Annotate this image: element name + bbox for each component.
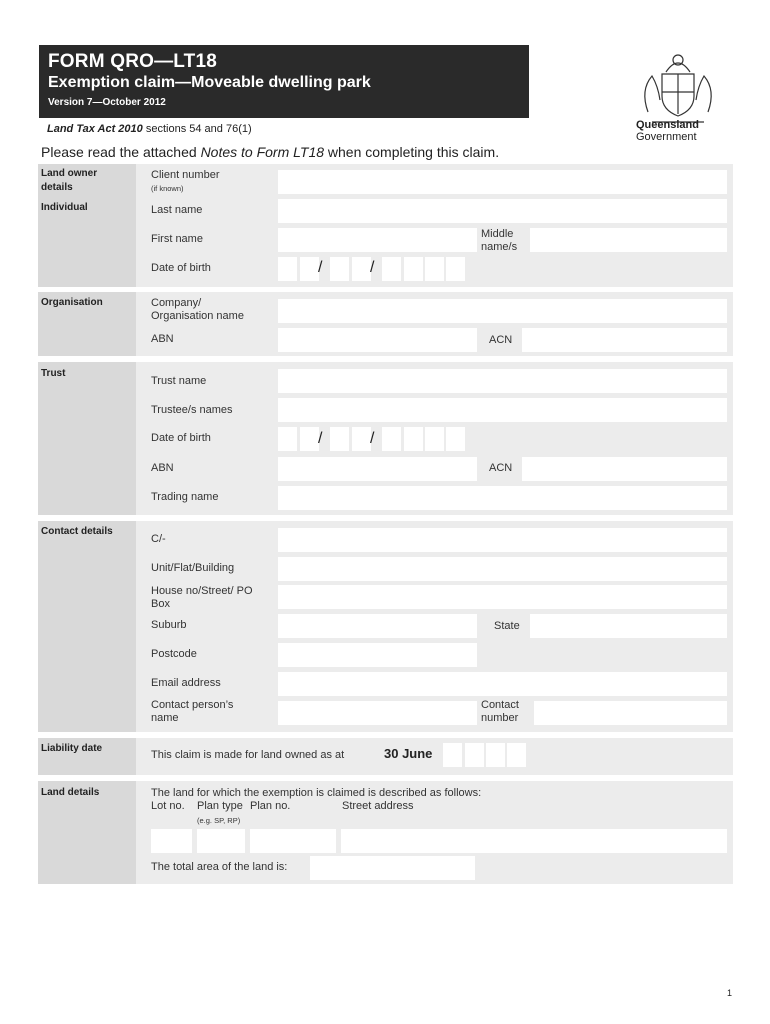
trust-name-label: Trust name	[151, 375, 207, 387]
dob-day2[interactable]	[300, 257, 319, 281]
email-label: Email address	[151, 677, 221, 689]
lot-no-label: Lot no.	[151, 800, 185, 812]
abn-label: ABN	[151, 333, 174, 345]
liability-year3[interactable]	[486, 743, 505, 767]
contact-heading: Contact details	[41, 526, 113, 537]
unit-input[interactable]	[278, 557, 727, 581]
state-label: State	[494, 620, 520, 632]
plan-type-example: (e.g. SP, RP)	[197, 816, 241, 825]
middle-names-label: Middle name/s	[481, 228, 518, 253]
street-input[interactable]	[278, 585, 727, 609]
trust-dob-month2[interactable]	[352, 427, 371, 451]
dob-year4[interactable]	[446, 257, 465, 281]
care-of-label: C/-	[151, 533, 166, 545]
acn-label: ACN	[489, 334, 513, 346]
dob-slash: /	[318, 259, 323, 276]
street-label: House no/Street/ PO Box	[151, 585, 253, 610]
organisation-label-cell	[38, 292, 136, 356]
dob-year1[interactable]	[382, 257, 401, 281]
plan-type-label: Plan type	[197, 800, 243, 812]
acn-input[interactable]	[522, 328, 727, 352]
first-name-label: First name	[151, 233, 203, 245]
trust-dob-label: Date of birth	[151, 432, 211, 444]
client-number-label: Client number	[151, 169, 220, 181]
last-name-input[interactable]	[278, 199, 727, 223]
dob-day1[interactable]	[278, 257, 297, 281]
land-label-cell	[38, 781, 136, 884]
trust-dob-slash: /	[318, 430, 323, 447]
care-of-input[interactable]	[278, 528, 727, 552]
trust-dob-year1[interactable]	[382, 427, 401, 451]
liability-year4[interactable]	[507, 743, 526, 767]
dob-month2[interactable]	[352, 257, 371, 281]
trust-dob-day2[interactable]	[300, 427, 319, 451]
liability-heading: Liability date	[41, 743, 103, 754]
trustee-names-input[interactable]	[278, 398, 727, 422]
liability-label-cell	[38, 738, 136, 775]
page-number: 1	[727, 988, 733, 998]
contact-person-label: Contact person’s name	[151, 699, 234, 724]
trust-label-cell	[38, 362, 136, 515]
act-sections: sections 54 and 76(1)	[145, 123, 252, 135]
individual-label-cell	[38, 164, 136, 287]
client-number-input[interactable]	[278, 170, 727, 194]
dob-label: Date of birth	[151, 262, 211, 274]
contact-number-label: Contact number	[481, 699, 519, 724]
plan-no-label: Plan no.	[250, 800, 291, 812]
form-title: Exemption claim—Moveable dwelling park	[48, 74, 371, 91]
form-id: FORM QRO—LT18	[48, 51, 218, 72]
land-description: The land for which the exemption is claimed is described as follows:	[151, 787, 482, 799]
liability-year2[interactable]	[465, 743, 484, 767]
plan-no-input[interactable]	[250, 829, 336, 853]
land-heading: Land details	[41, 787, 100, 798]
liability-day-month: 30 June	[384, 746, 433, 761]
street-address-input[interactable]	[341, 829, 727, 853]
form-title-box	[39, 45, 529, 118]
dob-month1[interactable]	[330, 257, 349, 281]
state-input[interactable]	[530, 614, 727, 638]
first-name-input[interactable]	[278, 228, 477, 252]
suburb-label: Suburb	[151, 619, 187, 631]
organisation-heading: Organisation	[41, 297, 103, 308]
liability-year1[interactable]	[443, 743, 462, 767]
dob-year2[interactable]	[404, 257, 423, 281]
dob-year3[interactable]	[425, 257, 444, 281]
dob-slash: /	[370, 259, 375, 276]
contact-number-input[interactable]	[534, 701, 727, 725]
trust-abn-input[interactable]	[278, 457, 477, 481]
middle-names-input[interactable]	[530, 228, 727, 252]
plan-type-input[interactable]	[197, 829, 245, 853]
government-logo-text: Queensland Government	[636, 119, 699, 143]
if-known-label: (if known)	[151, 184, 184, 193]
individual-heading: Individual	[41, 202, 88, 213]
act-name: Land Tax Act 2010	[47, 123, 143, 135]
trust-name-input[interactable]	[278, 369, 727, 393]
trust-dob-year3[interactable]	[425, 427, 444, 451]
contact-person-input[interactable]	[278, 701, 477, 725]
trustee-names-label: Trustee/s names	[151, 404, 233, 416]
lot-no-input[interactable]	[151, 829, 192, 853]
trust-dob-slash: /	[370, 430, 375, 447]
postcode-input[interactable]	[278, 643, 477, 667]
company-input[interactable]	[278, 299, 727, 323]
contact-label-cell	[38, 521, 136, 732]
trust-acn-label: ACN	[489, 462, 513, 474]
abn-input[interactable]	[278, 328, 477, 352]
trading-name-label: Trading name	[151, 491, 219, 503]
act-reference	[47, 123, 252, 135]
trust-dob-month1[interactable]	[330, 427, 349, 451]
email-input[interactable]	[278, 672, 727, 696]
total-area-label: The total area of the land is:	[151, 861, 288, 873]
intro-text: Please read the attached Notes to Form LT18 when completing this claim.	[41, 144, 500, 160]
company-label: Company/ Organisation name	[151, 297, 244, 322]
trust-heading: Trust	[41, 368, 66, 379]
trust-acn-input[interactable]	[522, 457, 727, 481]
street-address-label: Street address	[342, 800, 414, 812]
trust-abn-label: ABN	[151, 462, 174, 474]
suburb-input[interactable]	[278, 614, 477, 638]
unit-label: Unit/Flat/Building	[151, 562, 235, 574]
land-owner-heading: Land owner details	[41, 168, 98, 193]
trust-dob-year4[interactable]	[446, 427, 465, 451]
trading-name-input[interactable]	[278, 486, 727, 510]
trust-dob-day1[interactable]	[278, 427, 297, 451]
form-version: Version 7—October 2012	[48, 97, 166, 108]
postcode-label: Postcode	[151, 648, 197, 660]
trust-dob-year2[interactable]	[404, 427, 423, 451]
liability-text: This claim is made for land owned as at	[151, 749, 345, 761]
total-area-input[interactable]	[310, 856, 475, 880]
last-name-label: Last name	[151, 204, 203, 216]
